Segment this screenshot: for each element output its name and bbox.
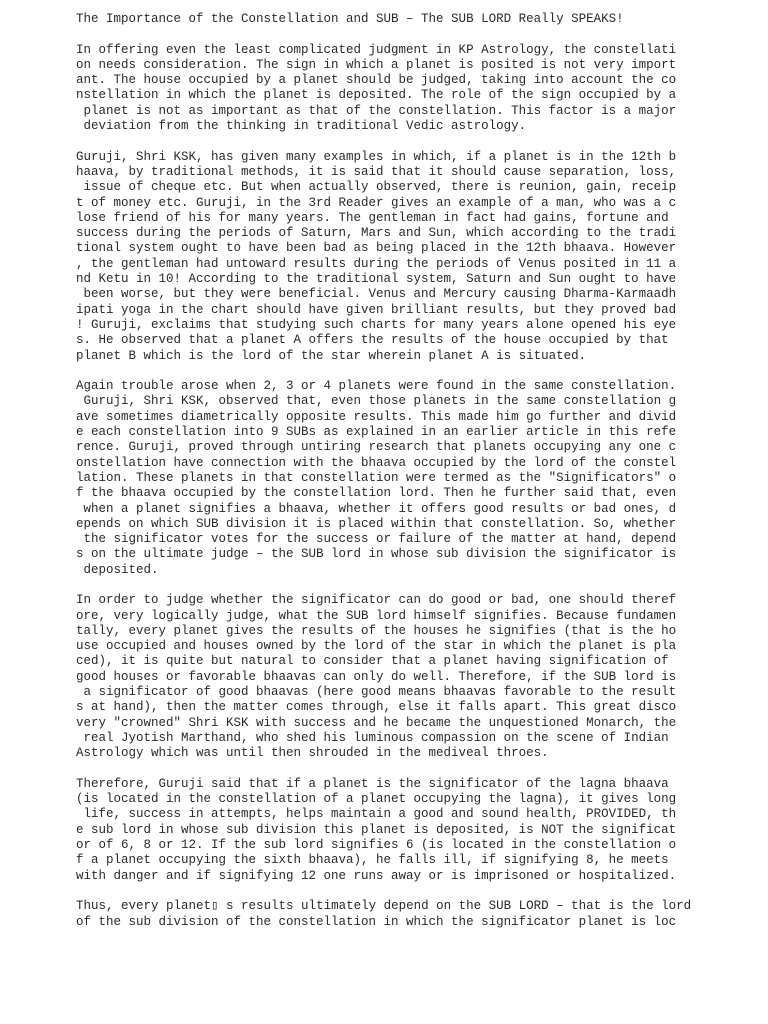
text-line: s. He observed that a planet A offers the results of the house occupied by that [76, 333, 669, 348]
text-line: Again trouble arose when 2, 3 or 4 planets were found in the same constellation. [76, 379, 677, 394]
text-line: very "crowned" Shri KSK with success and he became the unquestioned Monarch, the [76, 715, 677, 730]
text-line: onstellation have connection with the bhaava occupied by the lord of the constel [76, 455, 677, 470]
text-line: ore, very logically judge, what the SUB lord himself signifies. Because fundamen [76, 608, 677, 623]
paragraph-gap [76, 762, 686, 777]
paragraph [76, 777, 686, 884]
text-line: on needs consideration. The sign in which a planet is posited is not very import [76, 57, 677, 72]
paragraph-gap [76, 134, 686, 149]
text-line: nstellation in which the planet is deposited. The role of the sign occupied by a [76, 88, 677, 103]
text-line: The Importance of the Constellation and SUB – The SUB LORD Really SPEAKS! [76, 12, 624, 26]
document-title [76, 12, 686, 27]
paragraph [76, 379, 686, 578]
text-line: with danger and if signifying 12 one runs away or is imprisoned or hospitalized. [76, 868, 677, 883]
text-line: planet is not as important as that of the constellation. This factor is a major [76, 103, 677, 118]
text-line: a significator of good bhaavas (here good means bhaavas favorable to the result [76, 685, 677, 700]
text-line: lation. These planets in that constellation were termed as the "Significators" o [76, 470, 677, 485]
paragraph [76, 150, 686, 364]
text-line: tional system ought to have been bad as being placed in the 12th bhaava. However [76, 241, 677, 256]
text-line: deviation from the thinking in traditional Vedic astrology. [76, 119, 527, 134]
text-line: nd Ketu in 10! According to the traditional system, Saturn and Sun ought to have [76, 272, 677, 287]
text-line: f the bhaava occupied by the constellation lord. Then he further said that, even [76, 486, 677, 501]
paragraph-gap [76, 364, 686, 379]
text-line: s at hand), then the matter comes through, else it falls apart. This great disco [76, 700, 677, 715]
text-line: use occupied and houses owned by the lord of the star in which the planet is pla [76, 639, 677, 654]
text-line: ced), it is quite but natural to consider that a planet having signification of [76, 654, 669, 669]
text-line: of the sub division of the constellation in which the significator planet is loc [76, 914, 677, 929]
text-line: success during the periods of Saturn, Mars and Sun, which according to the tradi [76, 226, 677, 241]
document-page [76, 12, 692, 930]
text-line: ave sometimes diametrically opposite results. This made him go further and divid [76, 409, 677, 424]
text-line: deposited. [76, 562, 159, 577]
text-line: real Jyotish Marthand, who shed his luminous compassion on the scene of Indian [76, 730, 669, 745]
text-line: s on the ultimate judge – the SUB lord in whose sub division the significator is [76, 547, 677, 562]
text-line: good houses or favorable bhaavas can only do well. Therefore, if the SUB lord is [76, 669, 677, 684]
text-line: , the gentleman had untoward results during the periods of Venus posited in 11 a [76, 256, 677, 271]
text-line: e each constellation into 9 SUBs as explained in an earlier article in this refe [76, 425, 677, 440]
paragraph [76, 43, 686, 135]
text-line: ant. The house occupied by a planet should be judged, taking into account the co [76, 73, 677, 88]
text-line: been worse, but they were beneficial. Venus and Mercury causing Dharma-Karmaadh [76, 287, 677, 302]
text-line: Therefore, Guruji said that if a planet is the significator of the lagna bhaava [76, 776, 669, 791]
paragraph-gap [76, 27, 686, 42]
text-line: e sub lord in whose sub division this planet is deposited, is NOT the significat [76, 822, 677, 837]
paragraph-gap [76, 884, 686, 899]
text-line: Guruji, Shri KSK, observed that, even those planets in the same constellation g [76, 394, 677, 409]
text-line: In order to judge whether the significator can do good or bad, one should theref [76, 593, 677, 608]
text-line: planet B which is the lord of the star wherein planet A is situated. [76, 348, 587, 363]
text-line: rence. Guruji, proved through untiring research that planets occupying any one c [76, 440, 677, 455]
text-line: f a planet occupying the sixth bhaava), he falls ill, if signifying 8, he meets [76, 853, 669, 868]
text-line: (is located in the constellation of a planet occupying the lagna), it gives long [76, 792, 677, 807]
text-line: lose friend of his for many years. The gentleman in fact had gains, fortune and [76, 210, 669, 225]
text-line: life, success in attempts, helps maintain a good and sound health, PROVIDED, th [76, 807, 677, 822]
text-line: or of 6, 8 or 12. If the sub lord signifies 6 (is located in the constellation o [76, 838, 677, 853]
text-line: the significator votes for the success or failure of the matter at hand, depend [76, 532, 677, 547]
text-line: epends on which SUB division it is placed within that constellation. So, whether [76, 516, 677, 531]
text-line: Thus, every planet▯ s results ultimately depend on the SUB LORD – that is the lord [76, 899, 692, 914]
text-line: when a planet signifies a bhaava, whether it offers good results or bad ones, d [76, 501, 677, 516]
text-line: Astrology which was until then shrouded in the mediveal throes. [76, 746, 549, 761]
text-line: ! Guruji, exclaims that studying such charts for many years alone opened his eye [76, 317, 677, 332]
text-line: t of money etc. Guruji, in the 3rd Reader gives an example of a man, who was a c [76, 195, 677, 210]
paragraph [76, 899, 692, 930]
paragraph [76, 593, 686, 761]
text-line: issue of cheque etc. But when actually observed, there is reunion, gain, receip [76, 180, 677, 195]
text-line: haava, by traditional methods, it is said that it should cause separation, loss, [76, 164, 677, 179]
text-line: Guruji, Shri KSK, has given many examples in which, if a planet is in the 12th b [76, 149, 677, 164]
text-line: ipati yoga in the chart should have given brilliant results, but they proved bad [76, 302, 677, 317]
text-line: In offering even the least complicated judgment in KP Astrology, the constellati [76, 42, 677, 57]
paragraph-gap [76, 578, 686, 593]
text-line: tally, every planet gives the results of the houses he signifies (that is the ho [76, 623, 677, 638]
